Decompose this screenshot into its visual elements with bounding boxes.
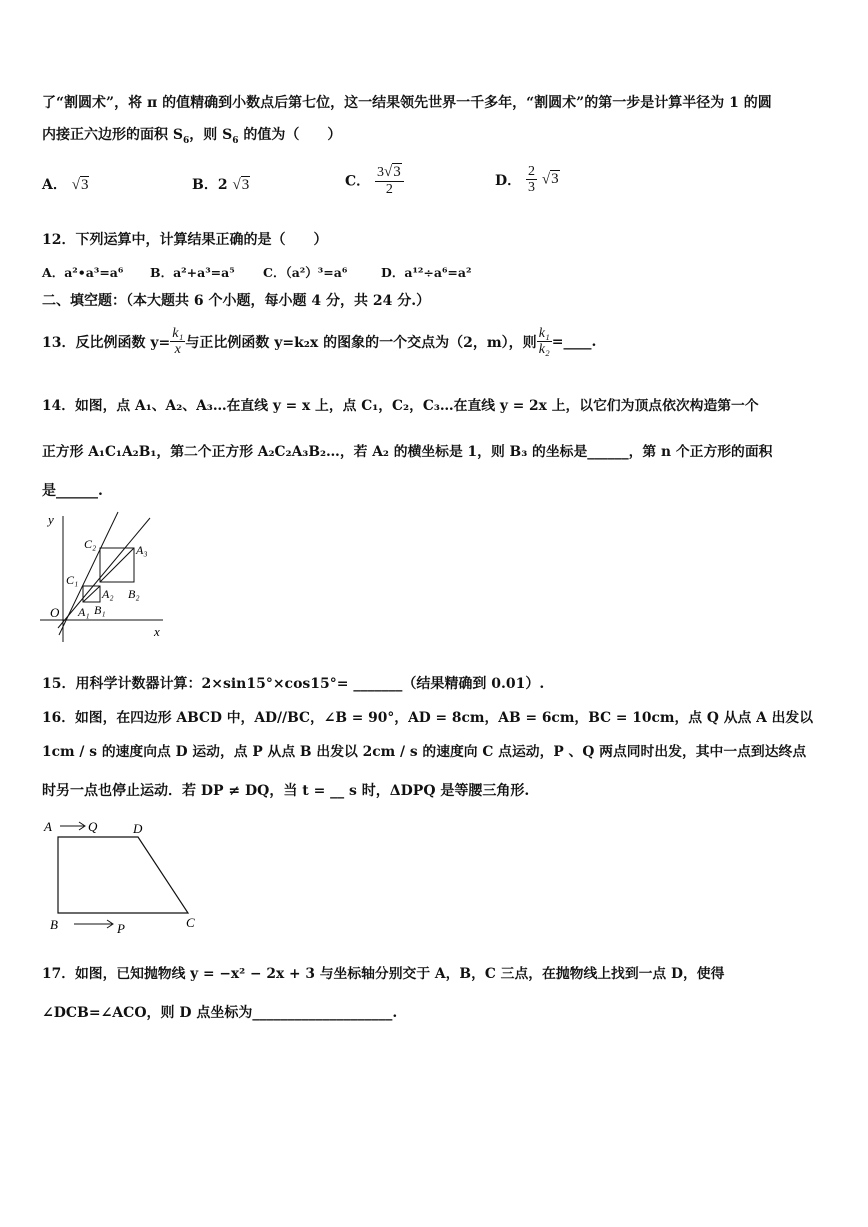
fig-label-y: y	[48, 512, 54, 527]
q17-line2: ∠DCB=∠ACO，则 D 点坐标为____________________.	[42, 1005, 398, 1021]
fig-label-b1: B₁	[94, 603, 106, 617]
q13-fraction-2	[537, 326, 552, 358]
q12-option-a[interactable]: A．a²•a³=a⁶	[42, 265, 124, 280]
q14-line2: 正方形 A₁C₁A₂B₁，第二个正方形 A₂C₂A₃B₂…，若 A₂ 的横坐标是 1，则 B₃ 的坐标是______，第 n 个正方形的面积	[42, 444, 773, 460]
trapezoid-abcd	[58, 837, 188, 913]
q11-line2	[42, 124, 341, 146]
fig-label-c2: C₂	[84, 537, 97, 551]
q11-option-a[interactable]	[42, 174, 89, 194]
q14-line1: 14．如图，点 A₁、A₂、A₃…在直线 y = x 上，点 C₁，C₂，C₃…在直线 y = 2x 上，以它们为顶点依次构造第一个	[42, 398, 759, 414]
sqrt-symbol: √3	[541, 171, 559, 188]
q11-sub1: 6	[182, 135, 190, 146]
q11-option-d-label: D．	[495, 172, 522, 189]
q11-option-d-fraction	[526, 164, 537, 196]
fig-label-x: x	[154, 624, 160, 639]
q11-line2-pre: 内接正六边形的面积 S	[42, 127, 183, 143]
q11-option-a-radicand: 3	[80, 177, 89, 193]
q11-option-b[interactable]	[192, 174, 250, 194]
q13-pre: 13．反比例函数 y=	[42, 334, 171, 351]
q11-option-c-coef: 3	[377, 165, 385, 180]
fig-label-b2: B₂	[128, 587, 140, 601]
q15-line: 15．用科学计数器计算：2×sin15°×cos15°= _______（结果精确到 0.01）.	[42, 676, 545, 692]
q16-line2: 1cm / s 的速度向点 D 运动，点 P 从点 B 出发以 2cm / s 的速度向 C 点运动，P 、Q 两点同时出发，其中一点到达终点	[42, 744, 807, 760]
q11-option-c-fraction: $\frac{3√3}{2}$	[375, 164, 404, 197]
fig-label-c1: C₁	[66, 573, 79, 587]
q13-fraction-1	[170, 326, 185, 358]
q12-option-d[interactable]: D．a¹²÷a⁶=a²	[381, 265, 472, 280]
q11-option-c-radicand: 3	[393, 164, 401, 180]
q11-sub2: 6	[232, 135, 239, 146]
fig-label-b: B	[50, 917, 58, 932]
q12-option-b[interactable]: B．a²+a³=a⁵	[150, 265, 235, 280]
q11-option-c[interactable]	[345, 164, 404, 197]
fig-label-a1: A₁	[78, 605, 90, 619]
q16-figure	[40, 815, 210, 940]
sqrt-symbol: √3	[232, 177, 250, 193]
q11-line2-mid: ，则 S	[189, 127, 233, 143]
q11-option-b-label: B．2	[192, 177, 228, 193]
q14-figure	[38, 510, 178, 645]
q11-option-c-label: C．	[345, 173, 371, 190]
q11-line1: 了“割圆术”，将 π 的值精确到小数点后第七位，这一结果领先世界一千多年，“割圆术”的第一步是计算半径为 1 的圆	[42, 95, 772, 111]
diag-2	[100, 548, 134, 582]
q13-frac1-num: k₁	[172, 326, 184, 341]
fig-label-a: A	[44, 819, 52, 834]
q12-stem: 12．下列运算中，计算结果正确的是（ ）	[42, 232, 328, 248]
fig-label-q: Q	[88, 819, 98, 834]
q11-option-d[interactable]	[495, 164, 560, 196]
q11-option-c-den: 2	[385, 181, 393, 197]
sqrt-symbol: √3	[71, 177, 89, 193]
q13-frac2-num: k₁	[538, 326, 550, 341]
fig-label-c: C	[186, 915, 195, 930]
q12-option-c[interactable]: C．（a²）³=a⁶	[263, 265, 348, 280]
q11-option-d-num: 2	[528, 164, 536, 179]
fig-label-d: D	[133, 821, 143, 836]
fig-label-a2: A₂	[102, 587, 114, 601]
q17-line1: 17．如图，已知抛物线 y = −x² − 2x + 3 与坐标轴分别交于 A，B，C 三点，在抛物线上找到一点 D，使得	[42, 966, 725, 982]
q13-frac2-den: k₂	[538, 342, 550, 358]
q11-option-d-den: 3	[528, 180, 536, 196]
q13-post: =____.	[551, 333, 597, 350]
section-heading-fill-in: 二、填空题：（本大题共 6 个小题，每小题 4 分，共 24 分.）	[42, 293, 431, 309]
q14-line3: 是______.	[42, 483, 103, 499]
q11-option-d-radicand: 3	[551, 171, 559, 188]
q11-line2-post: 的值为（ ）	[238, 127, 342, 143]
q11-option-a-label: A．	[42, 177, 67, 193]
fig-label-o: O	[50, 605, 60, 620]
q16-line3: 时另一点也停止运动．若 DP ≠ DQ，当 t = __ s 时，ΔDPQ 是等腰三角形.	[42, 783, 530, 799]
q13-frac1-den: x	[174, 342, 181, 358]
q13-line	[42, 326, 596, 358]
q11-option-b-radicand: 3	[241, 177, 250, 193]
fig-label-p: P	[117, 921, 125, 936]
q16-line1: 16．如图，在四边形 ABCD 中，AD//BC，∠B = 90°，AD = 8cm，AB = 6cm，BC = 10cm，点 Q 从点 A 出发以	[42, 710, 814, 726]
fig-label-a3: A₃	[136, 543, 148, 557]
q13-mid: 与正比例函数 y=k₂x 的图象的一个交点为（2，m），则	[185, 334, 537, 351]
